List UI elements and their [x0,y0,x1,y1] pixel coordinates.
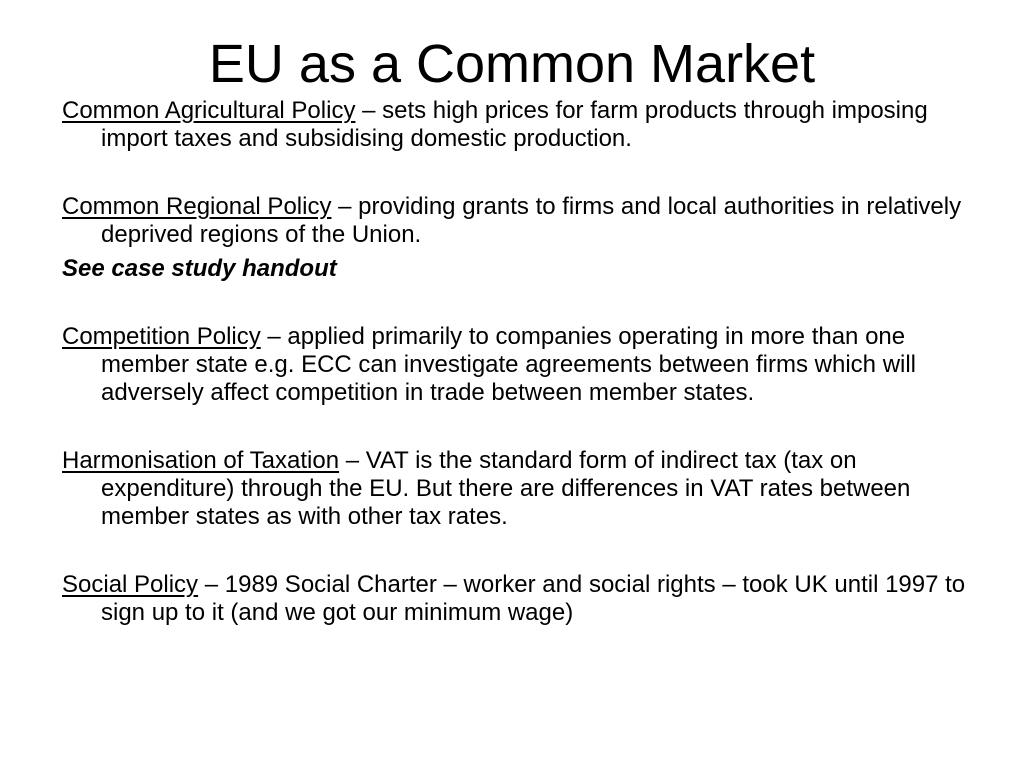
policy-description: – VAT is the standard form of indirect tax (tax on expenditure) through the EU. But there are differences in VAT rates between member states as with other tax rates. [101,447,911,530]
policy-paragraph-social [62,571,982,627]
policy-topic: Common Agricultural Policy [62,97,356,124]
paragraph-spacer [62,283,982,323]
policy-paragraph-regional [62,193,982,249]
paragraph-spacer [62,531,982,571]
policy-paragraph-taxation [62,447,982,531]
paragraph-spacer [62,407,982,447]
policy-description: – providing grants to firms and local authorities in relatively deprived regions of the Union. [101,193,962,248]
policy-description: – 1989 Social Charter – worker and social rights – took UK until 1997 to sign up to it (and we got our minimum wage) [101,571,966,626]
policy-paragraph-competition [62,323,982,407]
slide-title: EU as a Common Market [208,34,816,94]
policy-topic: Common Regional Policy [62,193,332,220]
policy-description: – applied primarily to companies operating in more than one member state e.g. ECC can investigate agreements between firms which will adversely affect competition in trade between member states. [101,323,917,406]
policy-description: – sets high prices for farm products through imposing import taxes and subsidising domestic production. [101,97,928,152]
policy-paragraph-agricultural [62,97,982,153]
case-study-note: See case study handout [62,255,337,282]
policy-topic: Competition Policy [62,323,261,350]
slide-body [62,97,982,627]
policy-topic: Harmonisation of Taxation [62,447,340,474]
policy-topic: Social Policy [62,571,199,598]
paragraph-spacer [62,153,982,193]
